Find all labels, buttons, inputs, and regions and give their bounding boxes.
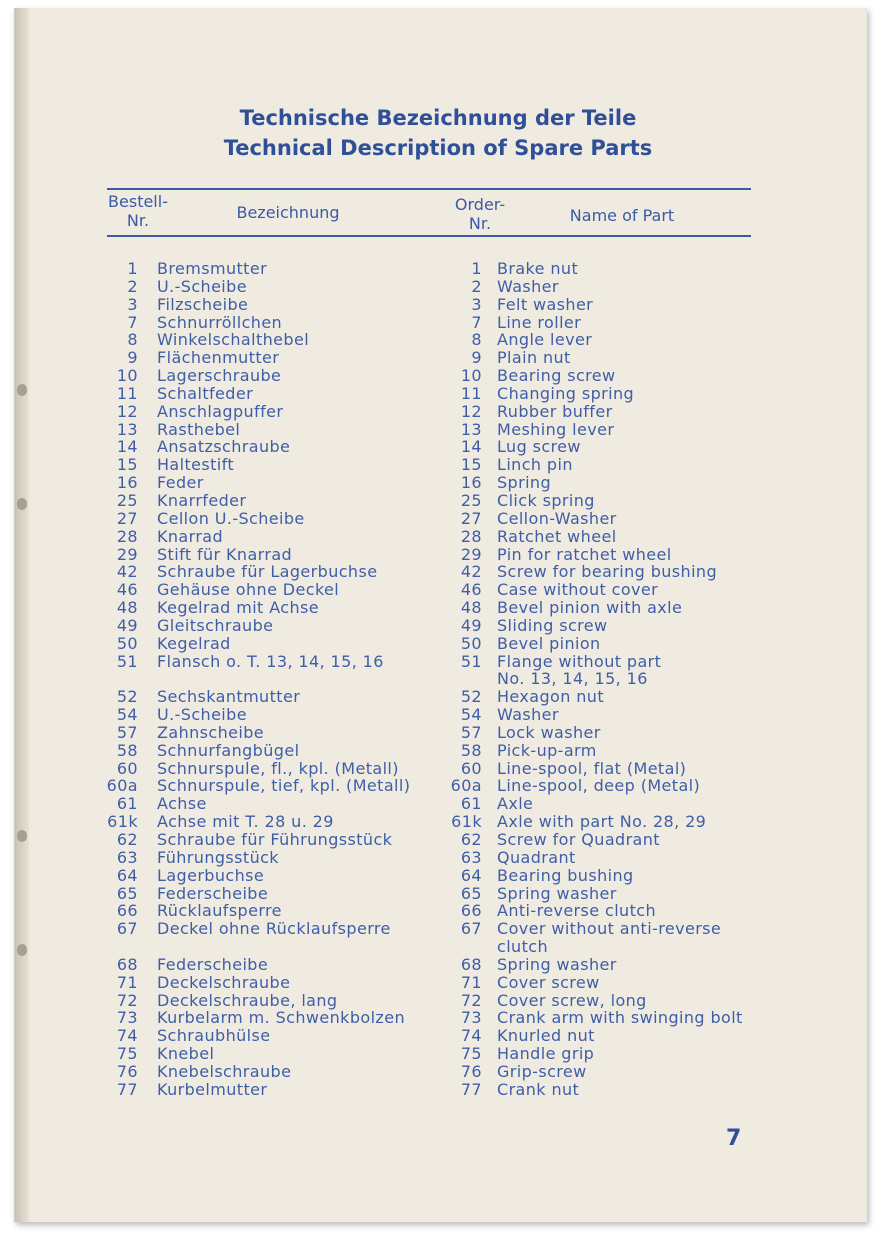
- order-number-en: 28: [460, 526, 482, 546]
- part-name-en: Knurled nut: [497, 1026, 595, 1046]
- order-number-de: 3: [127, 294, 138, 314]
- order-number-en: 15: [460, 455, 482, 475]
- parts-row: [0, 546, 876, 564]
- order-number-en: 12: [460, 401, 482, 421]
- part-name-en: Cover screw, long: [497, 990, 647, 1010]
- parts-row: [0, 813, 876, 831]
- header-name-of-part: Name of Part: [569, 206, 675, 225]
- order-number-de: 67: [116, 919, 138, 939]
- header-bestell-line2: Nr.: [126, 211, 150, 230]
- part-name-en: Anti-reverse clutch: [497, 901, 656, 921]
- parts-row: [0, 956, 876, 974]
- parts-row: [0, 831, 876, 849]
- order-number-en: 42: [460, 562, 482, 582]
- order-number-en: 73: [460, 1008, 482, 1028]
- part-name-de: Kegelrad mit Achse: [157, 598, 319, 618]
- part-name-en: Bevel pinion: [497, 633, 601, 653]
- order-number-de: 71: [116, 972, 138, 992]
- parts-row: [0, 403, 876, 421]
- part-name-en: Bevel pinion with axle: [497, 598, 683, 618]
- order-number-de: 54: [116, 705, 138, 725]
- order-number-en: 48: [460, 598, 482, 618]
- part-name-de: Bremsmutter: [157, 259, 268, 278]
- order-number-en: 64: [460, 865, 482, 885]
- part-name-en: Lock washer: [497, 722, 601, 742]
- order-number-de: 57: [116, 722, 138, 742]
- order-number-de: 16: [116, 473, 138, 493]
- order-number-de: 10: [116, 366, 138, 386]
- order-number-en: 60a: [450, 776, 482, 796]
- parts-row: [0, 296, 876, 314]
- parts-row: [0, 688, 876, 706]
- order-number-de: 7: [127, 312, 138, 332]
- order-number-de: 58: [116, 740, 138, 760]
- parts-row: [0, 367, 876, 385]
- part-name-en: Axle with part No. 28, 29: [497, 812, 707, 832]
- order-number-de: 14: [116, 437, 138, 457]
- order-number-de: 50: [116, 633, 138, 653]
- order-number-de: 13: [116, 419, 138, 439]
- order-number-en: 51: [460, 651, 482, 671]
- parts-row: [0, 260, 876, 278]
- order-number-de: 62: [116, 830, 138, 849]
- part-name-de: Ansatzschraube: [157, 437, 291, 457]
- part-name-de: Sechskantmutter: [157, 687, 301, 707]
- part-name-de: Flansch o. T. 13, 14, 15, 16: [157, 651, 384, 671]
- order-number-de: 42: [116, 562, 138, 582]
- parts-row: [0, 706, 876, 724]
- part-name-en: Bearing screw: [497, 366, 616, 386]
- part-name-en: Crank nut: [497, 1079, 580, 1099]
- order-number-de: 72: [116, 990, 138, 1010]
- part-name-en: Spring washer: [497, 954, 617, 974]
- part-name-en: Cover screw: [497, 972, 600, 992]
- part-name-de: Kurbelarm m. Schwenkbolzen: [157, 1008, 405, 1028]
- order-number-en: 8: [471, 330, 482, 350]
- parts-row: [0, 563, 876, 581]
- parts-row: [0, 331, 876, 349]
- order-number-de: 68: [116, 954, 138, 974]
- parts-row: [0, 992, 876, 1010]
- parts-row: [0, 760, 876, 778]
- order-number-en: 46: [460, 580, 482, 600]
- page-title-english: Technical Description of Spare Parts: [223, 136, 653, 160]
- header-order-line1: Order-: [454, 195, 506, 214]
- parts-row: [0, 795, 876, 813]
- order-number-de: 61k: [107, 812, 138, 832]
- order-number-de: 65: [116, 883, 138, 903]
- part-name-de: Zahnscheibe: [157, 722, 265, 742]
- part-name-en: Changing spring: [497, 383, 635, 403]
- header-rule-bottom: [107, 235, 751, 237]
- part-name-en: Case without cover: [497, 580, 659, 600]
- parts-row: [0, 1063, 876, 1081]
- part-name-de: Rücklaufsperre: [157, 901, 282, 921]
- part-name-de: Knarrad: [157, 526, 224, 546]
- parts-row: [0, 492, 876, 510]
- parts-row: [0, 474, 876, 492]
- order-number-en: 77: [460, 1079, 482, 1099]
- parts-row: [0, 974, 876, 992]
- part-name-en: Cellon-Washer: [497, 508, 617, 528]
- part-name-en: Pick-up-arm: [497, 740, 597, 760]
- part-name-de: Schnurröllchen: [157, 312, 283, 332]
- header-order-line2: Nr.: [468, 214, 492, 233]
- order-number-de: 60: [116, 758, 138, 778]
- parts-row: [0, 867, 876, 885]
- header-order-nr: [442, 195, 518, 233]
- order-number-en: 60: [460, 758, 482, 778]
- part-name-en: Lug screw: [497, 437, 581, 457]
- part-name-de: Federscheibe: [157, 883, 269, 903]
- part-name-de: Lagerbuchse: [157, 865, 265, 885]
- parts-row: [0, 314, 876, 332]
- order-number-en: 54: [460, 705, 482, 725]
- order-number-en: 76: [460, 1061, 482, 1081]
- order-number-de: 11: [116, 383, 138, 403]
- part-name-en: Click spring: [497, 490, 595, 510]
- order-number-de: 1: [127, 259, 138, 278]
- page-title-german: Technische Bezeichnung der Teile: [239, 106, 637, 130]
- part-name-en: Handle grip: [497, 1044, 595, 1064]
- order-number-en: 63: [460, 847, 482, 867]
- part-name-de: Lagerschraube: [157, 366, 282, 386]
- part-name-de: Deckelschraube, lang: [157, 990, 338, 1010]
- part-name-en: Washer: [497, 276, 559, 296]
- order-number-en: 2: [471, 276, 482, 296]
- order-number-en: 3: [471, 294, 482, 314]
- parts-row: [0, 724, 876, 742]
- part-name-de: Flächenmutter: [157, 348, 280, 368]
- part-name-en: Ratchet wheel: [497, 526, 617, 546]
- parts-row: [0, 653, 876, 671]
- part-name-de: Deckel ohne Rücklaufsperre: [157, 919, 391, 939]
- part-name-en: No. 13, 14, 15, 16: [497, 669, 648, 689]
- header-bezeichnung: Bezeichnung: [236, 203, 340, 222]
- parts-row: [0, 421, 876, 439]
- part-name-en: Grip-screw: [497, 1061, 587, 1081]
- part-name-de: Schraube für Lagerbuchse: [157, 562, 378, 582]
- part-name-en: Sliding screw: [497, 615, 608, 635]
- header-bestell-nr: [100, 192, 176, 230]
- part-name-en: Angle lever: [497, 330, 593, 350]
- page-number: 7: [726, 1126, 742, 1151]
- order-number-en: 52: [460, 687, 482, 707]
- part-name-de: Knebelschraube: [157, 1061, 292, 1081]
- part-name-de: Cellon U.-Scheibe: [157, 508, 305, 528]
- order-number-en: 58: [460, 740, 482, 760]
- part-name-en: Flange without part: [497, 651, 662, 671]
- order-number-de: 66: [116, 901, 138, 921]
- order-number-de: 60a: [106, 776, 138, 796]
- part-name-de: Knarrfeder: [157, 490, 247, 510]
- order-number-de: 51: [116, 651, 138, 671]
- part-name-en: Spring: [497, 473, 552, 493]
- order-number-en: 74: [460, 1026, 482, 1046]
- order-number-en: 65: [460, 883, 482, 903]
- part-name-en: Line roller: [497, 312, 582, 332]
- order-number-de: 29: [116, 544, 138, 564]
- parts-row: [0, 581, 876, 599]
- part-name-de: Achse: [157, 794, 207, 814]
- part-name-en: Cover without anti-reverse: [497, 919, 722, 939]
- part-name-de: Schnurfangbügel: [157, 740, 300, 760]
- order-number-de: 28: [116, 526, 138, 546]
- order-number-en: 10: [460, 366, 482, 386]
- parts-row: [0, 617, 876, 635]
- parts-row: [0, 920, 876, 938]
- parts-row: [0, 902, 876, 920]
- part-name-en: Spring washer: [497, 883, 617, 903]
- part-name-de: Gleitschraube: [157, 615, 274, 635]
- parts-row: [0, 670, 876, 688]
- part-name-de: Filzscheibe: [157, 294, 249, 314]
- part-name-de: Stift für Knarrad: [157, 544, 293, 564]
- order-number-en: 11: [460, 383, 482, 403]
- order-number-en: 7: [471, 312, 482, 332]
- order-number-en: 61k: [451, 812, 482, 832]
- order-number-de: 15: [116, 455, 138, 475]
- parts-row: [0, 438, 876, 456]
- order-number-de: 46: [116, 580, 138, 600]
- part-name-de: Schraube für Führungsstück: [157, 830, 393, 849]
- part-name-en: Brake nut: [497, 259, 579, 278]
- part-name-de: Schraubhülse: [157, 1026, 271, 1046]
- part-name-en: Washer: [497, 705, 559, 725]
- part-name-en: Line-spool, flat (Metal): [497, 758, 687, 778]
- order-number-en: 50: [460, 633, 482, 653]
- parts-row: [0, 742, 876, 760]
- parts-row: [0, 1009, 876, 1027]
- order-number-de: 73: [116, 1008, 138, 1028]
- order-number-en: 67: [460, 919, 482, 939]
- part-name-de: Gehäuse ohne Deckel: [157, 580, 340, 600]
- header-bestell-line1: Bestell-: [108, 192, 168, 211]
- part-name-en: Axle: [497, 794, 534, 814]
- part-name-de: Knebel: [157, 1044, 215, 1064]
- order-number-de: 52: [116, 687, 138, 707]
- part-name-en: Linch pin: [497, 455, 573, 475]
- parts-row: [0, 510, 876, 528]
- part-name-de: Federscheibe: [157, 954, 269, 974]
- parts-row: [0, 1045, 876, 1063]
- parts-row: [0, 1081, 876, 1099]
- part-name-de: Schnurspule, tief, kpl. (Metall): [157, 776, 411, 796]
- order-number-de: 75: [116, 1044, 138, 1064]
- order-number-en: 49: [460, 615, 482, 635]
- order-number-en: 68: [460, 954, 482, 974]
- parts-row: [0, 635, 876, 653]
- part-name-en: Crank arm with swinging bolt: [497, 1008, 743, 1028]
- order-number-en: 61: [460, 794, 482, 814]
- order-number-de: 49: [116, 615, 138, 635]
- order-number-de: 12: [116, 401, 138, 421]
- parts-row: [0, 1027, 876, 1045]
- parts-row: [0, 777, 876, 795]
- order-number-de: 76: [116, 1061, 138, 1081]
- part-name-en: Quadrant: [497, 847, 576, 867]
- order-number-de: 25: [116, 490, 138, 510]
- parts-row: [0, 528, 876, 546]
- part-name-de: Führungsstück: [157, 847, 279, 867]
- parts-row: [0, 599, 876, 617]
- order-number-de: 48: [116, 598, 138, 618]
- part-name-de: Schnurspule, fl., kpl. (Metall): [157, 758, 399, 778]
- part-name-en: Screw for bearing bushing: [497, 562, 718, 582]
- part-name-de: Achse mit T. 28 u. 29: [157, 812, 334, 832]
- part-name-de: Feder: [157, 473, 204, 493]
- part-name-de: Deckelschraube: [157, 972, 291, 992]
- order-number-en: 9: [471, 348, 482, 368]
- order-number-de: 9: [127, 348, 138, 368]
- part-name-en: clutch: [497, 937, 548, 957]
- header-rule-top: [107, 188, 751, 190]
- parts-row: [0, 456, 876, 474]
- part-name-en: Line-spool, deep (Metal): [497, 776, 701, 796]
- part-name-de: Rasthebel: [157, 419, 241, 439]
- part-name-de: Winkelschalthebel: [157, 330, 310, 350]
- parts-row: [0, 885, 876, 903]
- parts-list: [0, 260, 876, 1099]
- order-number-en: 25: [460, 490, 482, 510]
- part-name-de: Kurbelmutter: [157, 1079, 268, 1099]
- parts-row: [0, 349, 876, 367]
- order-number-en: 13: [460, 419, 482, 439]
- order-number-en: 27: [460, 508, 482, 528]
- parts-row: [0, 385, 876, 403]
- order-number-en: 1: [471, 259, 482, 278]
- parts-row: [0, 849, 876, 867]
- part-name-en: Pin for ratchet wheel: [497, 544, 672, 564]
- order-number-en: 16: [460, 473, 482, 493]
- order-number-en: 62: [460, 830, 482, 849]
- part-name-de: U.-Scheibe: [157, 705, 247, 725]
- order-number-en: 29: [460, 544, 482, 564]
- order-number-de: 77: [116, 1079, 138, 1099]
- part-name-en: Screw for Quadrant: [497, 830, 660, 849]
- part-name-en: Plain nut: [497, 348, 571, 368]
- parts-row: [0, 278, 876, 296]
- order-number-en: 72: [460, 990, 482, 1010]
- order-number-en: 75: [460, 1044, 482, 1064]
- part-name-en: Meshing lever: [497, 419, 615, 439]
- part-name-de: Anschlagpuffer: [157, 401, 284, 421]
- part-name-de: Kegelrad: [157, 633, 231, 653]
- order-number-de: 74: [116, 1026, 138, 1046]
- order-number-de: 64: [116, 865, 138, 885]
- part-name-de: U.-Scheibe: [157, 276, 247, 296]
- part-name-de: Schaltfeder: [157, 383, 254, 403]
- order-number-de: 27: [116, 508, 138, 528]
- order-number-en: 66: [460, 901, 482, 921]
- part-name-en: Hexagon nut: [497, 687, 604, 707]
- order-number-en: 57: [460, 722, 482, 742]
- order-number-de: 8: [127, 330, 138, 350]
- order-number-de: 63: [116, 847, 138, 867]
- part-name-en: Bearing bushing: [497, 865, 634, 885]
- order-number-de: 61: [116, 794, 138, 814]
- order-number-en: 71: [460, 972, 482, 992]
- parts-row: [0, 938, 876, 956]
- part-name-de: Haltestift: [157, 455, 235, 475]
- order-number-de: 2: [127, 276, 138, 296]
- part-name-en: Felt washer: [497, 294, 594, 314]
- part-name-en: Rubber buffer: [497, 401, 613, 421]
- order-number-en: 14: [460, 437, 482, 457]
